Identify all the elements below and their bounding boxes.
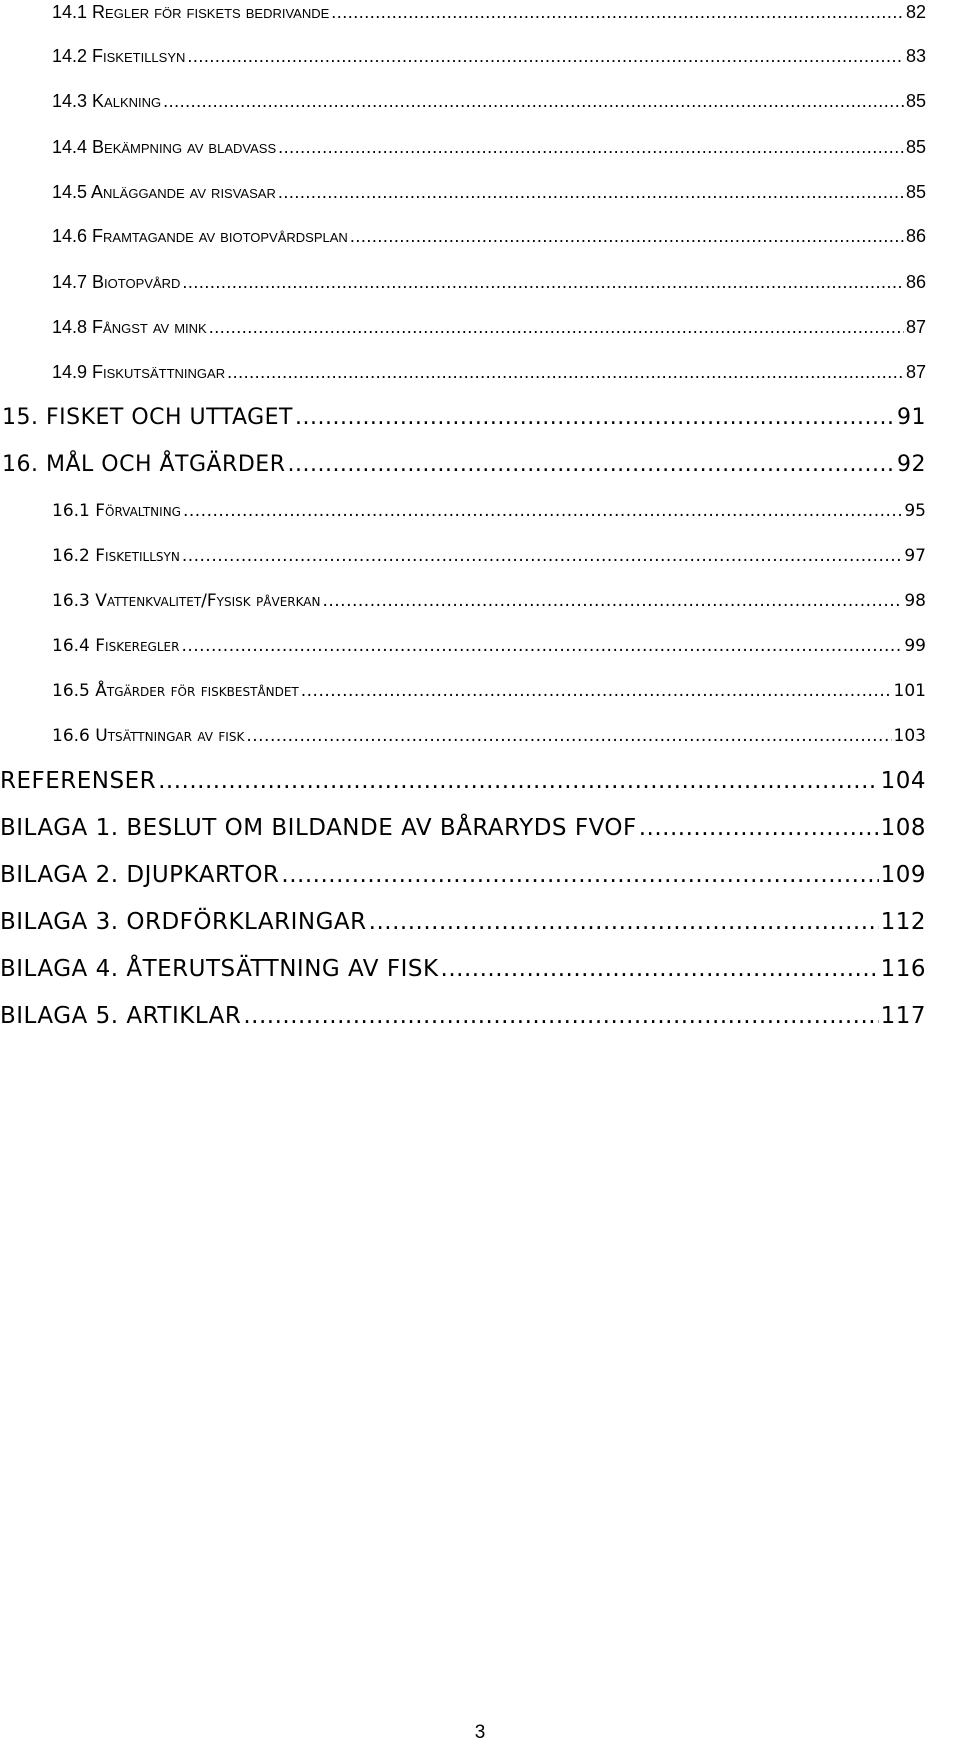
toc-entry-page: 91: [897, 405, 926, 430]
toc-entry-label: REFERENSER: [0, 768, 157, 794]
toc-entry-label: BILAGA 5. ARTIKLAR: [0, 1003, 242, 1029]
dot-leader: [227, 362, 904, 383]
page-number: 3: [474, 1722, 486, 1743]
toc-entry-page: 109: [880, 862, 926, 888]
toc-entry-label: BILAGA 2. DJUPKARTOR: [0, 862, 280, 888]
dot-leader: [278, 137, 904, 158]
toc-entry-page: 86: [905, 226, 926, 246]
toc-entry-page: 85: [905, 137, 926, 157]
toc-entry-label: 16.5 Åtgärder för fiskbeståndet: [52, 681, 299, 701]
dot-leader: [369, 909, 879, 935]
toc-entry-page: 104: [880, 768, 926, 794]
dot-leader: [350, 226, 904, 247]
toc-entry-page: 87: [905, 362, 926, 382]
dot-leader: [158, 768, 878, 794]
toc-entry-label: 14.9 Fiskutsättningar: [52, 362, 226, 382]
toc-entry-page: 92: [897, 452, 926, 477]
toc-entry-label: 14.7 Biotopvård: [52, 272, 181, 292]
toc-entry-16-6[interactable]: [52, 726, 926, 746]
toc-entry-page: 85: [905, 182, 926, 202]
toc-entry-label: 14.5 Anläggande av risvasar: [52, 182, 276, 202]
toc-entry-label: 16.1 Förvaltning: [52, 501, 181, 521]
toc-entry-14-6[interactable]: [52, 226, 926, 247]
toc-entry-label: 16.3 Vattenkvalitet/Fysisk påverkan: [52, 591, 321, 611]
toc-entry-page: 117: [880, 1003, 926, 1029]
toc-entry-label: 14.1 Regler för fiskets bedrivande: [52, 2, 330, 22]
dot-leader: [441, 956, 879, 982]
toc-entry-14-8[interactable]: [52, 317, 926, 338]
toc-entry-page: 97: [904, 546, 926, 566]
toc-entry-label: 14.2 Fisketillsyn: [52, 46, 186, 66]
toc-entry-label: 15. FISKET OCH UTTAGET: [2, 405, 293, 430]
toc-entry-label: 14.8 Fångst av mink: [52, 317, 207, 337]
toc-entry-15[interactable]: [0, 405, 926, 430]
dot-leader: [278, 182, 904, 203]
toc-entry-label: 16. MÅL OCH ÅTGÄRDER: [2, 452, 286, 477]
toc-entry-16[interactable]: [0, 452, 926, 477]
dot-leader: [246, 726, 891, 746]
toc-entry-page: 101: [893, 681, 926, 701]
toc-entry-16-5[interactable]: [52, 681, 926, 701]
toc-entry-label: BILAGA 3. ORDFÖRKLARINGAR: [0, 909, 367, 935]
toc-entry-label: 16.4 Fiskeregler: [52, 636, 180, 656]
dot-leader: [183, 501, 902, 521]
toc-entry-bilaga-4[interactable]: [0, 956, 926, 982]
toc-entry-bilaga-2[interactable]: [0, 862, 926, 888]
dot-leader: [322, 591, 902, 611]
toc-entry-label: 14.4 Bekämpning av bladvass: [52, 137, 277, 157]
dot-leader: [301, 681, 892, 701]
toc-entry-16-3[interactable]: [52, 591, 926, 611]
dot-leader: [182, 546, 903, 566]
dot-leader: [287, 452, 895, 477]
dot-leader: [281, 862, 878, 888]
toc-entry-page: 87: [905, 317, 926, 337]
toc-entry-page: 112: [880, 909, 926, 935]
toc-entry-page: 83: [905, 46, 926, 66]
toc-entry-page: 82: [905, 2, 926, 22]
toc-entry-14-1[interactable]: [52, 2, 926, 23]
toc-entry-16-2[interactable]: [52, 546, 926, 566]
toc-entry-page: 103: [893, 726, 926, 746]
toc-entry-page: 98: [904, 591, 926, 611]
toc-entry-16-4[interactable]: [52, 636, 926, 656]
toc-entry-16-1[interactable]: [52, 501, 926, 521]
toc-entry-label: 16.2 Fisketillsyn: [52, 546, 180, 566]
toc-entry-label: 16.6 Utsättningar av fisk: [52, 726, 245, 746]
dot-leader: [243, 1003, 878, 1029]
dot-leader: [182, 272, 904, 293]
dot-leader: [209, 317, 904, 338]
toc-entry-14-2[interactable]: [52, 46, 926, 67]
dot-leader: [181, 636, 902, 656]
dot-leader: [187, 46, 904, 67]
toc-entry-label: 14.3 Kalkning: [52, 91, 162, 111]
toc-entry-label: BILAGA 4. ÅTERUTSÄTTNING AV FISK: [0, 956, 439, 982]
toc-entry-label: 14.6 Framtagande av biotopvårdsplan: [52, 226, 348, 246]
toc-entry-14-4[interactable]: [52, 137, 926, 158]
toc-entry-page: 99: [904, 636, 926, 656]
toc-entry-page: 108: [880, 815, 926, 841]
toc-entry-bilaga-5[interactable]: [0, 1003, 926, 1029]
toc-entry-page: 116: [880, 956, 926, 982]
toc-entry-referenser[interactable]: [0, 768, 926, 794]
toc-entry-14-9[interactable]: [52, 362, 926, 383]
toc-entry-page: 85: [905, 91, 926, 111]
toc-entry-14-5[interactable]: [52, 182, 926, 203]
toc-entry-14-7[interactable]: [52, 272, 926, 293]
toc-entry-page: 86: [905, 272, 926, 292]
toc-entry-14-3[interactable]: [52, 91, 926, 112]
toc-entry-page: 95: [904, 501, 926, 521]
toc-entry-bilaga-1[interactable]: [0, 815, 926, 841]
dot-leader: [295, 405, 895, 430]
dot-leader: [639, 815, 879, 841]
dot-leader: [163, 91, 904, 112]
toc-entry-label: BILAGA 1. BESLUT OM BILDANDE AV BÅRARYDS FVOF: [0, 815, 637, 841]
toc-entry-bilaga-3[interactable]: [0, 909, 926, 935]
dot-leader: [331, 2, 904, 23]
